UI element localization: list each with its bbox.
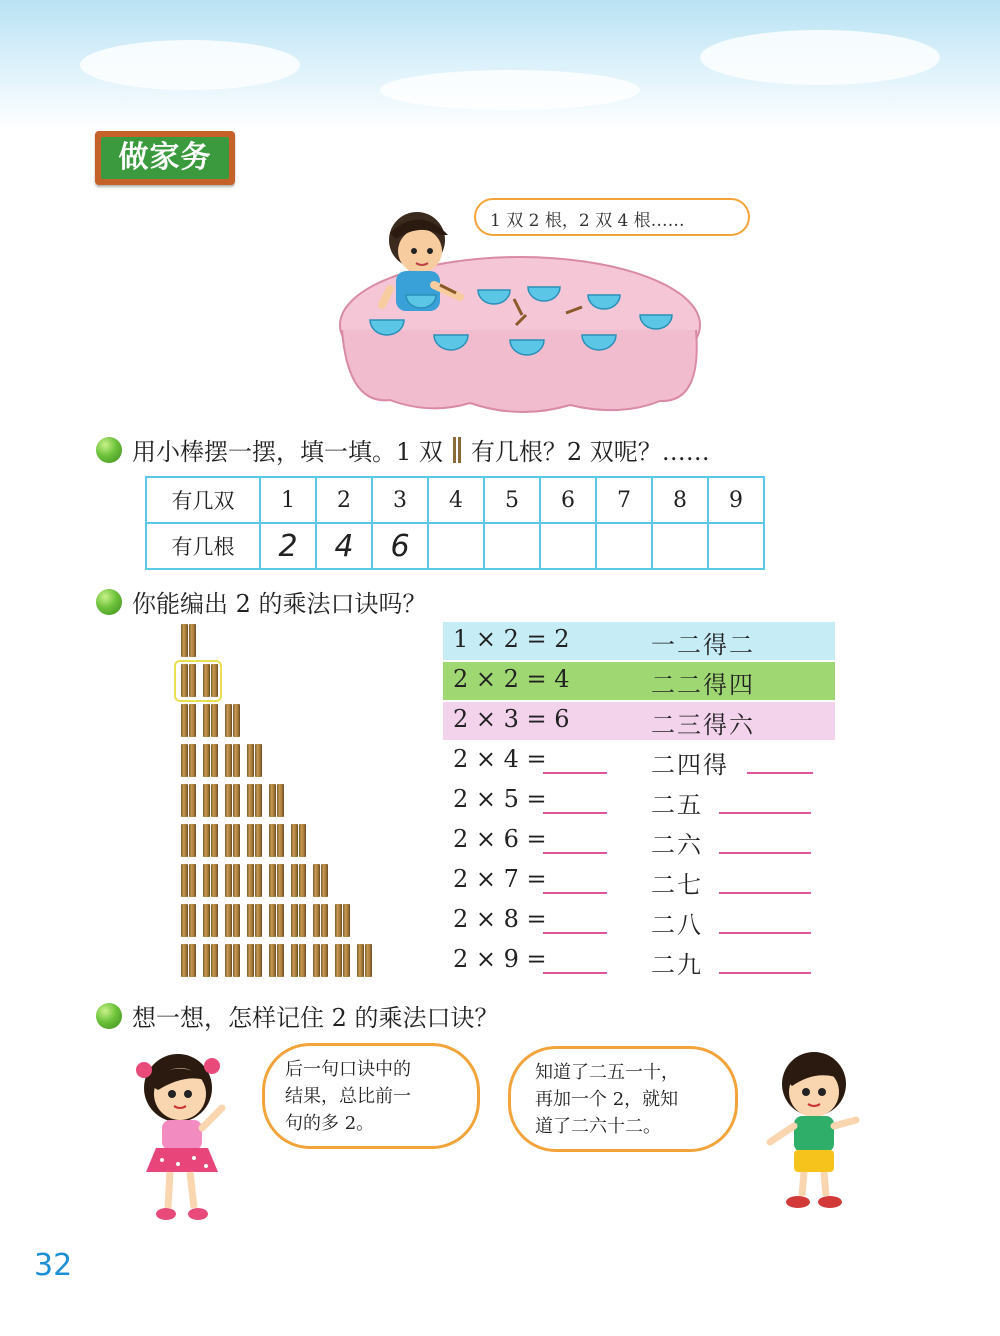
- question-1: [96, 432, 710, 467]
- chopstick: [181, 784, 188, 817]
- multiplication-rhyme: 一二得二: [651, 631, 755, 659]
- chopstick: [321, 864, 328, 897]
- answer-blank[interactable]: [543, 830, 607, 854]
- answer-blank[interactable]: [543, 790, 607, 814]
- chopstick: [291, 944, 298, 977]
- chopstick: [211, 664, 218, 697]
- chopstick: [203, 664, 210, 697]
- chopstick: [225, 704, 232, 737]
- chopstick: [343, 944, 350, 977]
- chopstick: [247, 864, 254, 897]
- chopstick: [255, 864, 262, 897]
- chopsticks-icon: [453, 437, 461, 463]
- table-cell-answer[interactable]: [708, 523, 764, 569]
- chopstick: [299, 824, 306, 857]
- chopstick: [203, 944, 210, 977]
- chopstick: [335, 904, 342, 937]
- chopstick: [181, 944, 188, 977]
- chopstick: [269, 864, 276, 897]
- rhyme-blank[interactable]: [719, 790, 811, 814]
- multiplication-equation: 2 × 6 =: [453, 825, 547, 853]
- table-row: [146, 477, 764, 523]
- table-cell: 8: [652, 477, 708, 523]
- table-cell: 6: [540, 477, 596, 523]
- multiplication-row: [443, 662, 835, 700]
- chopstick: [269, 784, 276, 817]
- chopstick: [277, 864, 284, 897]
- chopstick: [203, 904, 210, 937]
- green-bullet-icon: [96, 589, 122, 615]
- table-cell-answer[interactable]: [484, 523, 540, 569]
- chopstick: [299, 944, 306, 977]
- multiplication-rhyme: 二五: [651, 791, 703, 819]
- chopstick: [321, 904, 328, 937]
- girl-illustration: [128, 1048, 238, 1226]
- chopstick: [233, 944, 240, 977]
- multiplication-rhyme: 二六: [651, 831, 703, 859]
- chopstick: [225, 824, 232, 857]
- multiplication-row: [443, 622, 835, 660]
- answer-blank[interactable]: [543, 870, 607, 894]
- chopstick: [277, 824, 284, 857]
- chopstick: [189, 864, 196, 897]
- table-header-pairs: 有几双: [146, 477, 260, 523]
- chopstick: [247, 904, 254, 937]
- chopstick: [269, 904, 276, 937]
- table-cell-answer[interactable]: [596, 523, 652, 569]
- chopstick: [335, 944, 342, 977]
- chopstick: [181, 864, 188, 897]
- boy-setting-table-illustration: [330, 205, 710, 420]
- multiplication-row: [443, 782, 835, 820]
- boy-illustration: [758, 1046, 868, 1211]
- multiplication-row: [443, 902, 835, 940]
- chopstick: [247, 784, 254, 817]
- table-cell: 1: [260, 477, 316, 523]
- boy-hint-line: 道了二六十二。: [535, 1116, 661, 1137]
- chopstick: [255, 904, 262, 937]
- chopstick: [233, 864, 240, 897]
- boy-hint-bubble: [508, 1046, 738, 1152]
- chopstick: [211, 824, 218, 857]
- chopstick: [225, 744, 232, 777]
- multiplication-equation: 2 × 8 =: [453, 905, 547, 933]
- chopstick: [203, 744, 210, 777]
- table-cell-answer[interactable]: 2: [260, 523, 316, 569]
- multiplication-equation: 2 × 5 =: [453, 785, 547, 813]
- chopstick: [269, 824, 276, 857]
- question-2: [96, 584, 427, 619]
- chopstick: [225, 904, 232, 937]
- table-cell-answer[interactable]: [428, 523, 484, 569]
- chopstick: [255, 944, 262, 977]
- table-cell: 9: [708, 477, 764, 523]
- multiplication-rhyme: 二八: [651, 911, 703, 939]
- chopstick: [299, 864, 306, 897]
- chopstick: [181, 704, 188, 737]
- chopstick: [211, 744, 218, 777]
- chopstick: [313, 864, 320, 897]
- chopstick: [247, 824, 254, 857]
- chopstick: [299, 904, 306, 937]
- chopstick: [225, 864, 232, 897]
- girl-speech-line: 句的多 2。: [285, 1113, 375, 1134]
- chopstick: [343, 904, 350, 937]
- multiplication-equation: 2 × 3 = 6: [453, 705, 570, 733]
- chopstick: [211, 904, 218, 937]
- multiplication-rhyme: 二三得六: [651, 711, 755, 739]
- table-row: [146, 523, 764, 569]
- chopstick: [321, 944, 328, 977]
- chopstick: [189, 624, 196, 657]
- chopstick: [211, 944, 218, 977]
- chopstick: [181, 904, 188, 937]
- chopstick: [203, 864, 210, 897]
- chopstick: [203, 704, 210, 737]
- rhyme-blank[interactable]: [719, 830, 811, 854]
- chopstick: [181, 664, 188, 697]
- chopstick: [189, 904, 196, 937]
- chopstick: [291, 824, 298, 857]
- chopstick: [233, 904, 240, 937]
- girl-speech-bubble: [262, 1043, 480, 1149]
- answer-blank[interactable]: [543, 950, 607, 974]
- multiplication-rhyme: 二四得: [651, 751, 729, 779]
- multiplication-equation: 1 × 2 = 2: [453, 625, 570, 653]
- chopstick: [181, 624, 188, 657]
- question-2-text: 你能编出 2 的乘法口诀吗？: [132, 590, 427, 618]
- table-cell-answer[interactable]: [652, 523, 708, 569]
- chopstick: [255, 824, 262, 857]
- chopstick: [291, 864, 298, 897]
- table-cell-answer[interactable]: [540, 523, 596, 569]
- multiplication-equation: 2 × 2 = 4: [453, 665, 570, 693]
- boy-hint-line: 再加一个 2，就知: [535, 1089, 679, 1110]
- rhyme-blank[interactable]: [747, 750, 813, 774]
- question-1-text-a: 用小棒摆一摆，填一填。1 双: [132, 438, 443, 466]
- chopstick: [255, 784, 262, 817]
- chopstick: [211, 864, 218, 897]
- multiplication-equation: 2 × 7 =: [453, 865, 547, 893]
- table-cell: 3: [372, 477, 428, 523]
- table-cell-answer[interactable]: 4: [316, 523, 372, 569]
- chopstick: [211, 784, 218, 817]
- question-1-text-b: 有几根？2 双呢？……: [470, 438, 710, 466]
- girl-speech-line: 结果，总比前一: [285, 1086, 411, 1107]
- question-3-text: 想一想，怎样记住 2 的乘法口诀？: [132, 1004, 499, 1032]
- multiplication-rhyme: 二七: [651, 871, 703, 899]
- chopstick: [291, 904, 298, 937]
- answer-blank[interactable]: [543, 910, 607, 934]
- multiplication-equation: 2 × 4 =: [453, 745, 547, 773]
- rhyme-blank[interactable]: [719, 950, 811, 974]
- chopstick: [247, 744, 254, 777]
- multiplication-rhyme: 二二得四: [651, 671, 755, 699]
- table-cell: 2: [316, 477, 372, 523]
- multiplication-row: [443, 702, 835, 740]
- chopstick: [225, 784, 232, 817]
- chopstick: [313, 944, 320, 977]
- chopstick: [233, 704, 240, 737]
- table-cell: 4: [428, 477, 484, 523]
- rhyme-blank[interactable]: [719, 870, 811, 894]
- multiplication-rhyme: 二九: [651, 951, 703, 979]
- multiplication-row: [443, 862, 835, 900]
- chopstick: [189, 664, 196, 697]
- chopstick: [189, 824, 196, 857]
- chopstick: [255, 744, 262, 777]
- chopstick: [365, 944, 372, 977]
- chopstick: [189, 744, 196, 777]
- chopstick: [357, 944, 364, 977]
- boy-hint-line: 知道了二五一十，: [535, 1062, 679, 1083]
- chopstick: [269, 944, 276, 977]
- chopstick: [203, 784, 210, 817]
- chopstick: [233, 744, 240, 777]
- chopstick: [233, 824, 240, 857]
- chopstick: [189, 944, 196, 977]
- girl-speech-line: 后一句口诀中的: [285, 1059, 411, 1080]
- chopstick: [189, 704, 196, 737]
- green-bullet-icon: [96, 437, 122, 463]
- chopstick: [233, 784, 240, 817]
- question-3: [96, 998, 499, 1033]
- sky-background: [0, 0, 1000, 130]
- green-bullet-icon: [96, 1003, 122, 1029]
- chopstick: [277, 904, 284, 937]
- pairs-sticks-table: [145, 476, 765, 570]
- multiplication-row: [443, 822, 835, 860]
- answer-blank[interactable]: [543, 750, 607, 774]
- chopstick: [211, 704, 218, 737]
- chopstick: [225, 944, 232, 977]
- multiplication-equation: 2 × 9 =: [453, 945, 547, 973]
- chopstick: [313, 904, 320, 937]
- section-title-badge: [95, 131, 235, 185]
- chopstick: [203, 824, 210, 857]
- boy-speech-text: 1 双 2 根，2 双 4 根……: [490, 211, 685, 231]
- table-cell: 7: [596, 477, 652, 523]
- chopstick: [247, 944, 254, 977]
- chopstick: [181, 744, 188, 777]
- page-number: 32: [34, 1248, 73, 1283]
- table-cell-answer[interactable]: 6: [372, 523, 428, 569]
- multiplication-row: [443, 942, 835, 980]
- section-title: 做家务: [101, 137, 229, 179]
- chopstick: [277, 784, 284, 817]
- table-cell: 5: [484, 477, 540, 523]
- table-header-sticks: 有几根: [146, 523, 260, 569]
- rhyme-blank[interactable]: [719, 910, 811, 934]
- boy-speech-bubble: [474, 198, 750, 236]
- chopstick: [181, 824, 188, 857]
- multiplication-row: [443, 742, 835, 780]
- chopstick: [189, 784, 196, 817]
- chopstick: [277, 944, 284, 977]
